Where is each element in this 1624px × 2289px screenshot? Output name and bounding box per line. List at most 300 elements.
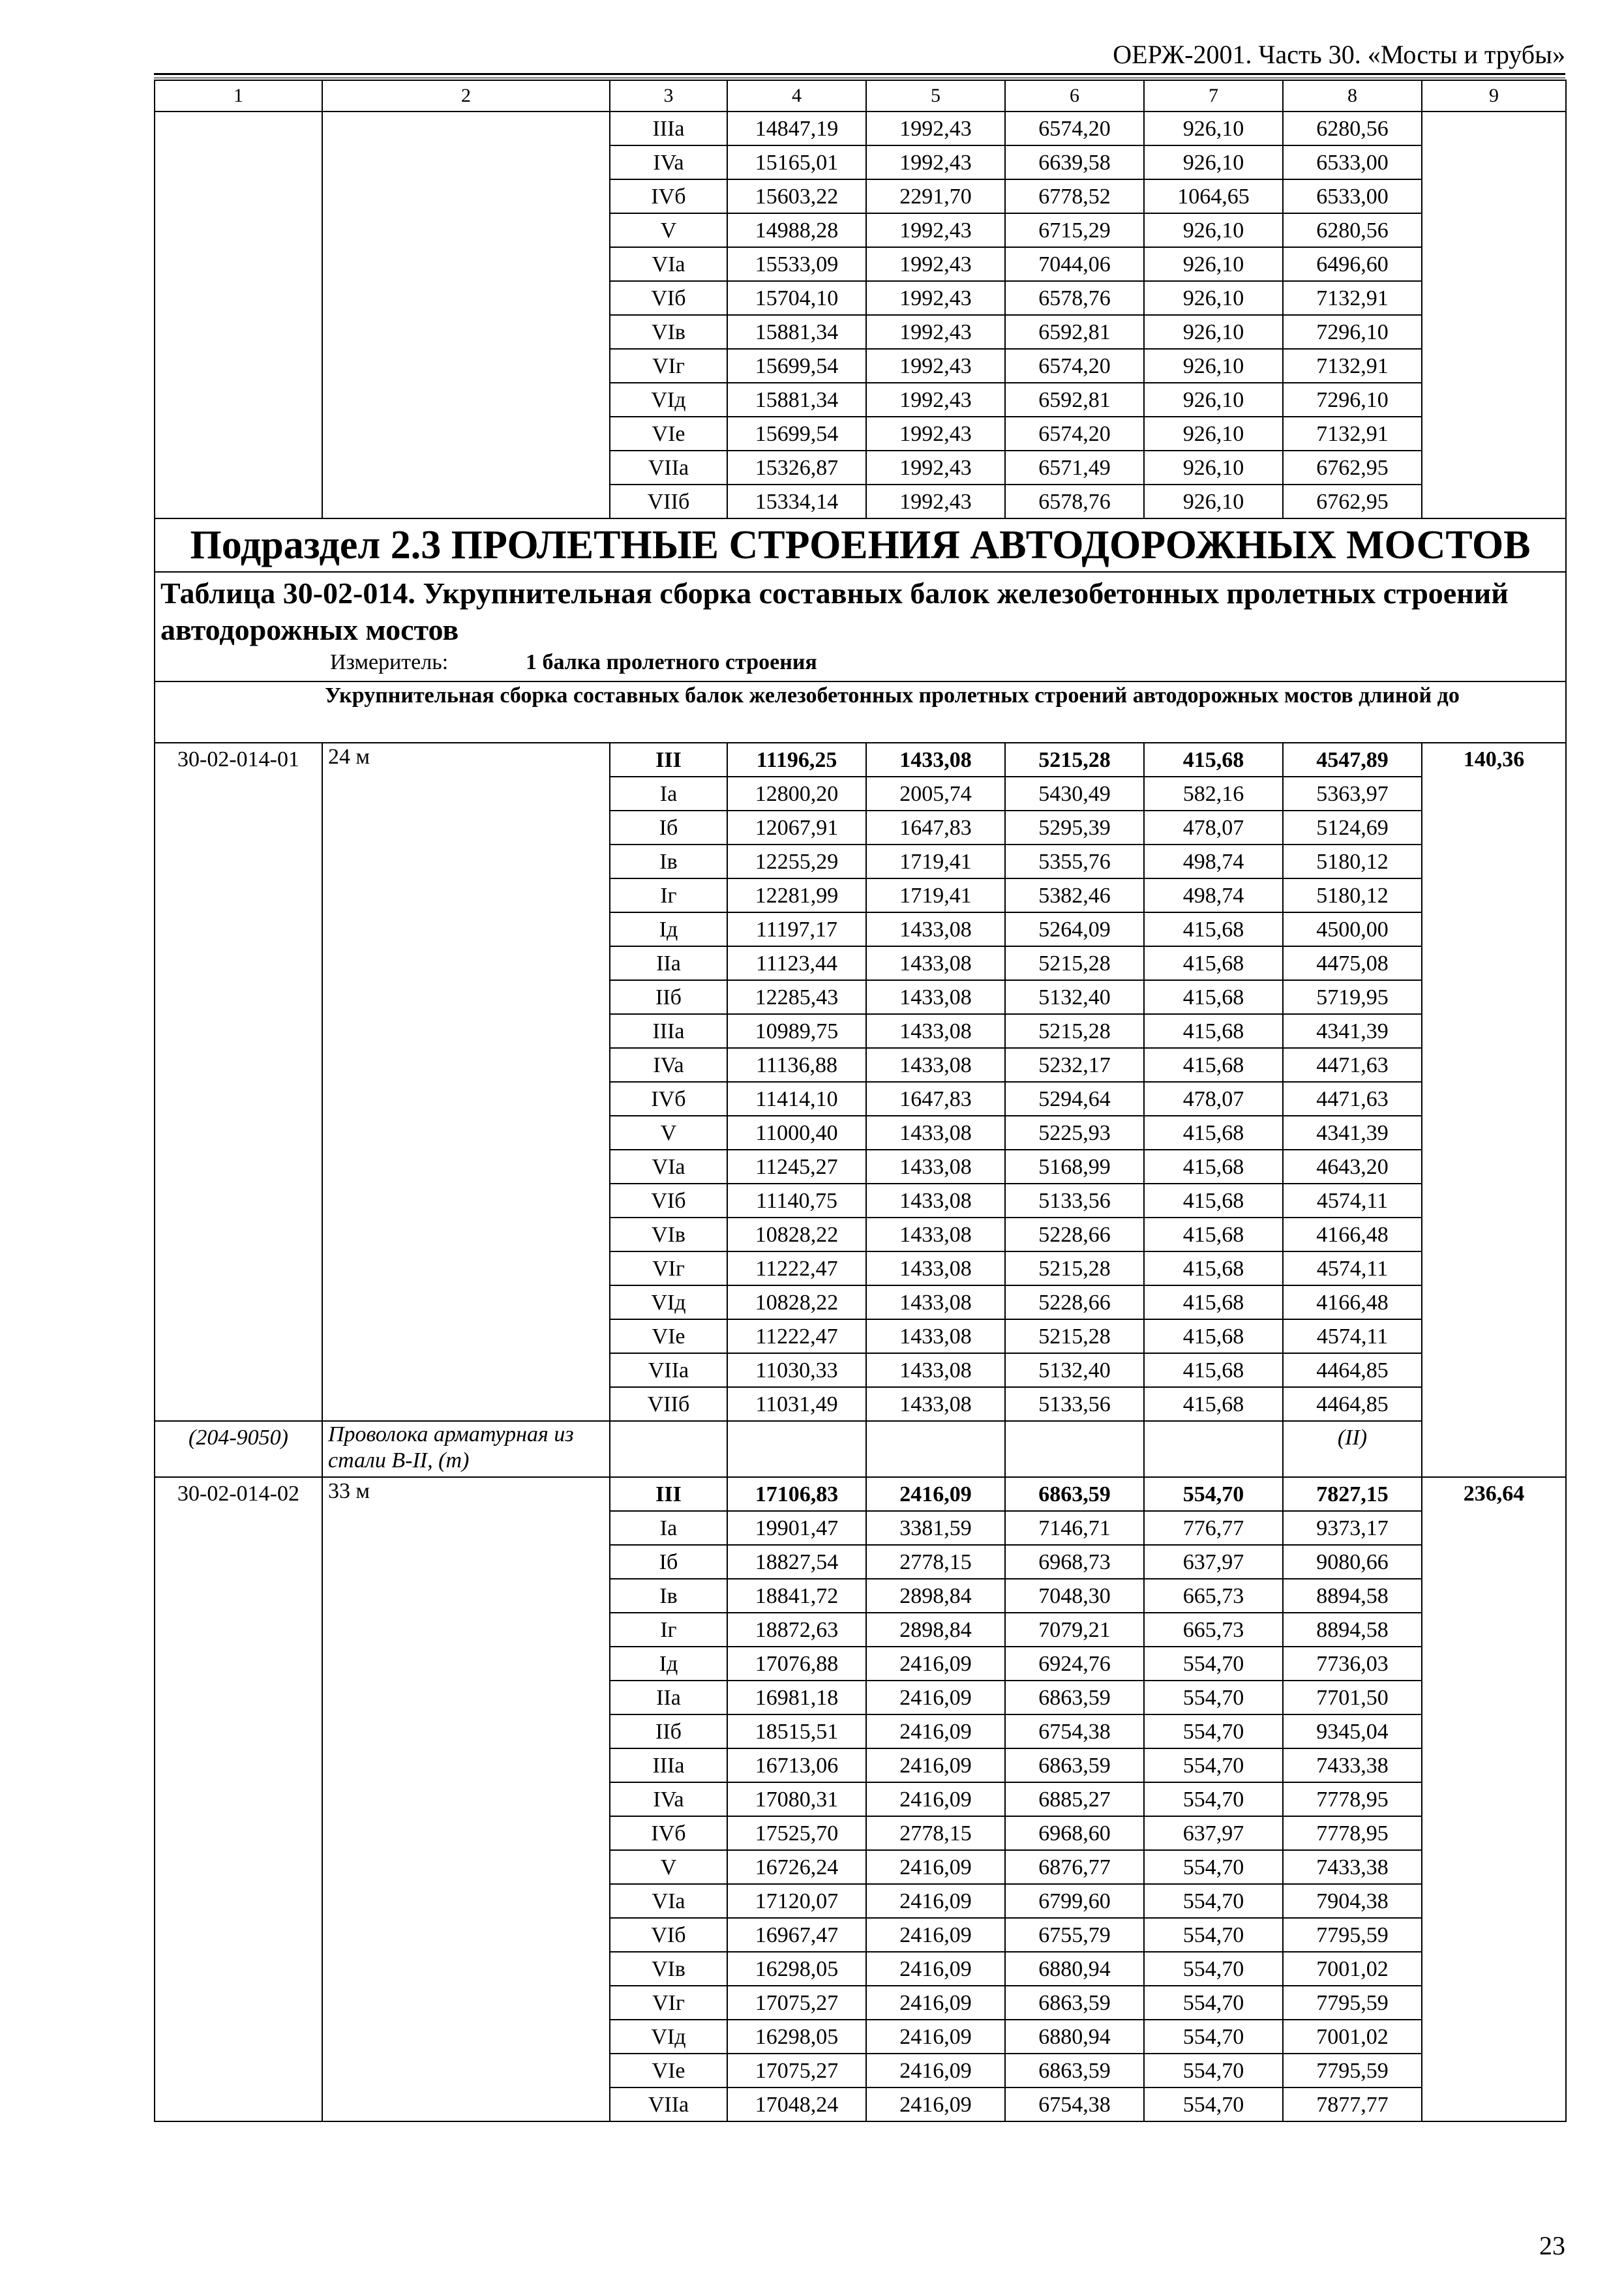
value-cell-c7: 415,68 xyxy=(1144,912,1283,946)
value-cell-c4: 15533,09 xyxy=(727,247,866,281)
value-cell-c8: 4166,48 xyxy=(1283,1285,1422,1319)
column-number: 4 xyxy=(727,80,866,112)
table-title-row xyxy=(155,572,1566,681)
zone-cell: Ia xyxy=(610,1511,727,1545)
zone-cell: Iв xyxy=(610,845,727,878)
column-number: 5 xyxy=(866,80,1005,112)
value-cell-c7: 498,74 xyxy=(1144,878,1283,912)
value-cell-c7: 926,10 xyxy=(1144,485,1283,518)
value-cell-c4: 15699,54 xyxy=(727,417,866,451)
value-cell-c4: 12067,91 xyxy=(727,811,866,845)
zone-cell: VIг xyxy=(610,349,727,383)
value-cell-c7: 665,73 xyxy=(1144,1613,1283,1647)
value-cell-c6: 5228,66 xyxy=(1005,1218,1144,1251)
column-number: 3 xyxy=(610,80,727,112)
value-cell-c6: 6715,29 xyxy=(1005,213,1144,247)
value-cell-c6: 6863,59 xyxy=(1005,2054,1144,2087)
value-cell-c4: 16967,47 xyxy=(727,1918,866,1952)
zone-cell: IVa xyxy=(610,1048,727,1082)
value-cell-c6: 6592,81 xyxy=(1005,383,1144,417)
value-cell-c5: 2416,09 xyxy=(866,1918,1005,1952)
value-cell-c4: 12281,99 xyxy=(727,878,866,912)
value-cell-c8: 4574,11 xyxy=(1283,1319,1422,1353)
zone-cell: V xyxy=(610,213,727,247)
value-cell-c6: 5215,28 xyxy=(1005,946,1144,980)
value-cell-c8: 7701,50 xyxy=(1283,1681,1422,1714)
value-cell-c8: 4547,89 xyxy=(1283,743,1422,777)
value-cell-c6: 6578,76 xyxy=(1005,281,1144,315)
zone-cell: Iг xyxy=(610,878,727,912)
value-cell-c4: 17080,31 xyxy=(727,1782,866,1816)
resource-row xyxy=(155,1421,1566,1477)
value-cell-c8: 9345,04 xyxy=(1283,1714,1422,1748)
value-cell-c4: 15881,34 xyxy=(727,383,866,417)
value-cell-c4: 15699,54 xyxy=(727,349,866,383)
column-number: 1 xyxy=(155,80,322,112)
value-cell-c4: 11031,49 xyxy=(727,1387,866,1421)
value-cell-c5: 1992,43 xyxy=(866,451,1005,485)
value-cell-c4: 16981,18 xyxy=(727,1681,866,1714)
value-cell-c5: 3381,59 xyxy=(866,1511,1005,1545)
value-cell-c7: 926,10 xyxy=(1144,112,1283,145)
value-cell-c6: 5215,28 xyxy=(1005,1014,1144,1048)
zone-cell: V xyxy=(610,1850,727,1884)
column-number: 2 xyxy=(322,80,610,112)
value-cell-c6: 5228,66 xyxy=(1005,1285,1144,1319)
zone-cell: VIIб xyxy=(610,1387,727,1421)
zone-cell: IIIa xyxy=(610,1748,727,1782)
value-cell-c6: 6754,38 xyxy=(1005,2087,1144,2121)
value-cell-c8: 4464,85 xyxy=(1283,1353,1422,1387)
value-cell-c5: 1433,08 xyxy=(866,1387,1005,1421)
value-cell-c7: 415,68 xyxy=(1144,1014,1283,1048)
resource-blank xyxy=(1144,1421,1283,1477)
value-cell-c7: 1064,65 xyxy=(1144,179,1283,213)
value-cell-c4: 11245,27 xyxy=(727,1150,866,1184)
zone-cell: VIIa xyxy=(610,2087,727,2121)
value-cell-c8: 6496,60 xyxy=(1283,247,1422,281)
value-cell-c6: 5132,40 xyxy=(1005,980,1144,1014)
resource-blank xyxy=(1005,1421,1144,1477)
zone-cell: Iд xyxy=(610,912,727,946)
zone-cell: IIб xyxy=(610,1714,727,1748)
column-number: 7 xyxy=(1144,80,1283,112)
value-cell-c8: 7795,59 xyxy=(1283,2054,1422,2087)
total-cell xyxy=(1422,112,1566,518)
value-cell-c7: 582,16 xyxy=(1144,777,1283,811)
value-cell-c4: 11222,47 xyxy=(727,1319,866,1353)
value-cell-c6: 6880,94 xyxy=(1005,2020,1144,2054)
header-rule xyxy=(154,73,1565,75)
value-cell-c6: 6578,76 xyxy=(1005,485,1144,518)
zone-cell: VIe xyxy=(610,1319,727,1353)
value-cell-c8: 5180,12 xyxy=(1283,845,1422,878)
value-cell-c7: 554,70 xyxy=(1144,1952,1283,1986)
value-cell-c8: 5180,12 xyxy=(1283,878,1422,912)
value-cell-c5: 1433,08 xyxy=(866,1319,1005,1353)
value-cell-c4: 12800,20 xyxy=(727,777,866,811)
value-cell-c7: 665,73 xyxy=(1144,1579,1283,1613)
zone-cell: VIв xyxy=(610,1218,727,1251)
entry-name: 33 м xyxy=(322,1477,610,2121)
value-cell-c6: 6968,73 xyxy=(1005,1545,1144,1579)
value-cell-c6: 6639,58 xyxy=(1005,145,1144,179)
value-cell-c6: 5168,99 xyxy=(1005,1150,1144,1184)
value-cell-c6: 5295,39 xyxy=(1005,811,1144,845)
resource-zone-blank xyxy=(610,1421,727,1477)
value-cell-c4: 10828,22 xyxy=(727,1218,866,1251)
value-cell-c5: 2898,84 xyxy=(866,1579,1005,1613)
value-cell-c5: 2416,09 xyxy=(866,2020,1005,2054)
zone-cell: VIд xyxy=(610,1285,727,1319)
value-cell-c5: 1719,41 xyxy=(866,878,1005,912)
value-cell-c7: 498,74 xyxy=(1144,845,1283,878)
value-cell-c6: 6574,20 xyxy=(1005,349,1144,383)
table-title: Таблица 30-02-014. Укрупнительная сборка составных балок железобетонных пролетных строений автодорожных мостов xyxy=(160,576,1509,646)
value-cell-c8: 4341,39 xyxy=(1283,1116,1422,1150)
entry-total: 236,64 xyxy=(1422,1477,1566,2121)
value-cell-c4: 16726,24 xyxy=(727,1850,866,1884)
value-cell-c5: 2416,09 xyxy=(866,1884,1005,1918)
value-cell-c6: 5215,28 xyxy=(1005,1251,1144,1285)
value-cell-c4: 18515,51 xyxy=(727,1714,866,1748)
value-cell-c6: 5132,40 xyxy=(1005,1353,1144,1387)
resource-blank xyxy=(727,1421,866,1477)
value-cell-c5: 2291,70 xyxy=(866,179,1005,213)
value-cell-c7: 554,70 xyxy=(1144,2054,1283,2087)
value-cell-c5: 1433,08 xyxy=(866,1184,1005,1218)
value-cell-c5: 1433,08 xyxy=(866,946,1005,980)
value-cell-c4: 11136,88 xyxy=(727,1048,866,1082)
value-cell-c6: 5232,17 xyxy=(1005,1048,1144,1082)
value-cell-c4: 17048,24 xyxy=(727,2087,866,2121)
value-cell-c7: 776,77 xyxy=(1144,1511,1283,1545)
value-cell-c4: 19901,47 xyxy=(727,1511,866,1545)
page-header: ОЕРЖ-2001. Часть 30. «Мосты и трубы» xyxy=(1113,40,1565,69)
value-cell-c6: 6885,27 xyxy=(1005,1782,1144,1816)
value-cell-c8: 7795,59 xyxy=(1283,1918,1422,1952)
zone-cell: IIIa xyxy=(610,112,727,145)
zone-cell: IVб xyxy=(610,1082,727,1116)
value-cell-c5: 1647,83 xyxy=(866,811,1005,845)
value-cell-c5: 1992,43 xyxy=(866,112,1005,145)
value-cell-c6: 6778,52 xyxy=(1005,179,1144,213)
zone-cell: Iб xyxy=(610,1545,727,1579)
value-cell-c5: 2416,09 xyxy=(866,1850,1005,1884)
value-cell-c6: 6863,59 xyxy=(1005,1748,1144,1782)
value-cell-c8: 7778,95 xyxy=(1283,1816,1422,1850)
value-cell-c8: 5719,95 xyxy=(1283,980,1422,1014)
value-cell-c8: 5124,69 xyxy=(1283,811,1422,845)
value-cell-c8: 6533,00 xyxy=(1283,145,1422,179)
zone-cell: IIa xyxy=(610,946,727,980)
value-cell-c6: 7079,21 xyxy=(1005,1613,1144,1647)
value-cell-c7: 415,68 xyxy=(1144,1150,1283,1184)
value-cell-c4: 11000,40 xyxy=(727,1116,866,1150)
column-number: 9 xyxy=(1422,80,1566,112)
value-cell-c8: 7827,15 xyxy=(1283,1477,1422,1511)
value-cell-c4: 15603,22 xyxy=(727,179,866,213)
value-cell-c7: 415,68 xyxy=(1144,1353,1283,1387)
value-cell-c8: 4471,63 xyxy=(1283,1082,1422,1116)
value-cell-c5: 1433,08 xyxy=(866,980,1005,1014)
value-cell-c4: 15334,14 xyxy=(727,485,866,518)
value-cell-c7: 415,68 xyxy=(1144,1184,1283,1218)
value-cell-c7: 554,70 xyxy=(1144,1782,1283,1816)
value-cell-c5: 1992,43 xyxy=(866,383,1005,417)
value-cell-c7: 415,68 xyxy=(1144,1116,1283,1150)
zone-cell: VIe xyxy=(610,417,727,451)
zone-cell: VIг xyxy=(610,1986,727,2020)
value-cell-c7: 554,70 xyxy=(1144,1681,1283,1714)
value-cell-c8: 5363,97 xyxy=(1283,777,1422,811)
value-cell-c5: 2416,09 xyxy=(866,1782,1005,1816)
value-cell-c4: 17120,07 xyxy=(727,1884,866,1918)
value-cell-c8: 7001,02 xyxy=(1283,1952,1422,1986)
value-cell-c6: 7146,71 xyxy=(1005,1511,1144,1545)
value-cell-c7: 478,07 xyxy=(1144,811,1283,845)
value-cell-c6: 6876,77 xyxy=(1005,1850,1144,1884)
value-cell-c8: 7132,91 xyxy=(1283,281,1422,315)
value-cell-c7: 415,68 xyxy=(1144,946,1283,980)
zone-cell: IVa xyxy=(610,1782,727,1816)
value-cell-c5: 1992,43 xyxy=(866,145,1005,179)
value-cell-c8: 7904,38 xyxy=(1283,1884,1422,1918)
description-cell: Укрупнительная сборка составных балок железобетонных пролетных строений автодорожных мостов длиной до xyxy=(155,681,1566,743)
value-cell-c8: 7877,77 xyxy=(1283,2087,1422,2121)
subsection-row xyxy=(155,518,1566,572)
resource-unit: (II) xyxy=(1283,1421,1422,1477)
value-cell-c5: 1433,08 xyxy=(866,1353,1005,1387)
value-cell-c8: 8894,58 xyxy=(1283,1579,1422,1613)
value-cell-c5: 1992,43 xyxy=(866,417,1005,451)
value-cell-c8: 7001,02 xyxy=(1283,2020,1422,2054)
rates-table xyxy=(154,80,1567,2122)
entry-code: 30-02-014-01 xyxy=(155,743,322,1421)
value-cell-c7: 415,68 xyxy=(1144,1218,1283,1251)
column-number: 6 xyxy=(1005,80,1144,112)
value-cell-c5: 1433,08 xyxy=(866,743,1005,777)
value-cell-c8: 7433,38 xyxy=(1283,1748,1422,1782)
zone-cell: VIб xyxy=(610,1184,727,1218)
value-cell-c4: 14847,19 xyxy=(727,112,866,145)
value-cell-c7: 926,10 xyxy=(1144,315,1283,349)
value-cell-c5: 1719,41 xyxy=(866,845,1005,878)
zone-cell: IIб xyxy=(610,980,727,1014)
value-cell-c7: 926,10 xyxy=(1144,145,1283,179)
value-cell-c4: 18841,72 xyxy=(727,1579,866,1613)
value-cell-c7: 554,70 xyxy=(1144,1714,1283,1748)
value-cell-c5: 2416,09 xyxy=(866,1681,1005,1714)
zone-cell: IIa xyxy=(610,1681,727,1714)
value-cell-c5: 2005,74 xyxy=(866,777,1005,811)
value-cell-c4: 11030,33 xyxy=(727,1353,866,1387)
value-cell-c4: 11414,10 xyxy=(727,1082,866,1116)
value-cell-c8: 6762,95 xyxy=(1283,451,1422,485)
value-cell-c5: 2416,09 xyxy=(866,1714,1005,1748)
zone-cell: VIб xyxy=(610,1918,727,1952)
value-cell-c7: 926,10 xyxy=(1144,247,1283,281)
entry-bold-row xyxy=(155,1477,1566,1511)
value-cell-c7: 554,70 xyxy=(1144,1918,1283,1952)
subsection-title: Подраздел 2.3 ПРОЛЕТНЫЕ СТРОЕНИЯ АВТОДОРОЖНЫХ МОСТОВ xyxy=(155,518,1566,572)
value-cell-c5: 2898,84 xyxy=(866,1613,1005,1647)
column-number: 8 xyxy=(1283,80,1422,112)
zone-cell: VIIб xyxy=(610,485,727,518)
value-cell-c6: 6799,60 xyxy=(1005,1884,1144,1918)
zone-cell: V xyxy=(610,1116,727,1150)
value-cell-c4: 18872,63 xyxy=(727,1613,866,1647)
value-cell-c4: 16298,05 xyxy=(727,1952,866,1986)
zone-cell: IIIa xyxy=(610,1014,727,1048)
zone-cell: VIд xyxy=(610,383,727,417)
zone-cell: III xyxy=(610,1477,727,1511)
value-cell-c8: 4643,20 xyxy=(1283,1150,1422,1184)
value-cell-c5: 1433,08 xyxy=(866,1014,1005,1048)
value-cell-c8: 4475,08 xyxy=(1283,946,1422,980)
value-cell-c8: 8894,58 xyxy=(1283,1613,1422,1647)
value-cell-c6: 6863,59 xyxy=(1005,1477,1144,1511)
value-cell-c4: 16713,06 xyxy=(727,1748,866,1782)
value-cell-c5: 2416,09 xyxy=(866,2087,1005,2121)
value-cell-c6: 7044,06 xyxy=(1005,247,1144,281)
value-cell-c5: 2416,09 xyxy=(866,2054,1005,2087)
value-cell-c6: 5225,93 xyxy=(1005,1116,1144,1150)
value-cell-c5: 1433,08 xyxy=(866,1116,1005,1150)
value-cell-c5: 1433,08 xyxy=(866,1285,1005,1319)
value-cell-c8: 4166,48 xyxy=(1283,1218,1422,1251)
zone-cell: Iв xyxy=(610,1579,727,1613)
zone-cell: VIe xyxy=(610,2054,727,2087)
value-cell-c4: 11123,44 xyxy=(727,946,866,980)
value-cell-c7: 415,68 xyxy=(1144,743,1283,777)
value-cell-c7: 554,70 xyxy=(1144,2087,1283,2121)
zone-cell: VIa xyxy=(610,1150,727,1184)
value-cell-c7: 554,70 xyxy=(1144,1477,1283,1511)
value-cell-c7: 926,10 xyxy=(1144,349,1283,383)
value-cell-c4: 12285,43 xyxy=(727,980,866,1014)
value-cell-c5: 1992,43 xyxy=(866,349,1005,383)
entry-name: 24 м xyxy=(322,743,610,1421)
value-cell-c6: 5215,28 xyxy=(1005,1319,1144,1353)
value-cell-c6: 6592,81 xyxy=(1005,315,1144,349)
value-cell-c8: 4341,39 xyxy=(1283,1014,1422,1048)
value-cell-c7: 415,68 xyxy=(1144,1251,1283,1285)
zone-cell: Iб xyxy=(610,811,727,845)
value-cell-c4: 11222,47 xyxy=(727,1251,866,1285)
value-cell-c4: 11197,17 xyxy=(727,912,866,946)
value-cell-c5: 2416,09 xyxy=(866,1986,1005,2020)
value-cell-c8: 9080,66 xyxy=(1283,1545,1422,1579)
value-cell-c4: 17106,83 xyxy=(727,1477,866,1511)
table-title-cell xyxy=(155,572,1566,681)
value-cell-c6: 5215,28 xyxy=(1005,743,1144,777)
value-cell-c8: 7296,10 xyxy=(1283,383,1422,417)
value-cell-c8: 6280,56 xyxy=(1283,213,1422,247)
value-cell-c6: 5382,46 xyxy=(1005,878,1144,912)
zone-cell: VIIa xyxy=(610,451,727,485)
value-cell-c5: 1992,43 xyxy=(866,315,1005,349)
value-cell-c8: 6280,56 xyxy=(1283,112,1422,145)
value-cell-c7: 415,68 xyxy=(1144,1319,1283,1353)
zone-cell: VIг xyxy=(610,1251,727,1285)
value-cell-c8: 4500,00 xyxy=(1283,912,1422,946)
value-cell-c7: 554,70 xyxy=(1144,1884,1283,1918)
value-cell-c5: 1992,43 xyxy=(866,485,1005,518)
zone-cell: VIв xyxy=(610,1952,727,1986)
value-cell-c8: 6762,95 xyxy=(1283,485,1422,518)
zone-cell: Iд xyxy=(610,1647,727,1681)
value-cell-c6: 6571,49 xyxy=(1005,451,1144,485)
value-cell-c7: 478,07 xyxy=(1144,1082,1283,1116)
value-cell-c7: 415,68 xyxy=(1144,980,1283,1014)
entry-total: 140,36 xyxy=(1422,743,1566,1477)
value-cell-c5: 1992,43 xyxy=(866,213,1005,247)
value-cell-c5: 2778,15 xyxy=(866,1816,1005,1850)
value-cell-c4: 16298,05 xyxy=(727,2020,866,2054)
zone-cell: VIIa xyxy=(610,1353,727,1387)
value-cell-c7: 554,70 xyxy=(1144,2020,1283,2054)
value-cell-c4: 10989,75 xyxy=(727,1014,866,1048)
value-cell-c4: 15326,87 xyxy=(727,451,866,485)
value-cell-c4: 17075,27 xyxy=(727,1986,866,2020)
value-cell-c8: 4471,63 xyxy=(1283,1048,1422,1082)
column-number-row xyxy=(155,80,1566,112)
zone-cell: VIв xyxy=(610,315,727,349)
value-cell-c4: 15704,10 xyxy=(727,281,866,315)
value-cell-c6: 6755,79 xyxy=(1005,1918,1144,1952)
code-cell xyxy=(155,112,322,518)
value-cell-c6: 6863,59 xyxy=(1005,1681,1144,1714)
value-cell-c7: 415,68 xyxy=(1144,1048,1283,1082)
resource-blank xyxy=(866,1421,1005,1477)
value-cell-c8: 7778,95 xyxy=(1283,1782,1422,1816)
value-cell-c6: 6863,59 xyxy=(1005,1986,1144,2020)
description-row xyxy=(155,681,1566,743)
name-cell xyxy=(322,112,610,518)
value-cell-c5: 1433,08 xyxy=(866,1048,1005,1082)
zone-cell: VIб xyxy=(610,281,727,315)
zone-cell: VIa xyxy=(610,247,727,281)
entry-bold-row xyxy=(155,743,1566,777)
value-cell-c6: 6574,20 xyxy=(1005,112,1144,145)
value-cell-c7: 554,70 xyxy=(1144,1748,1283,1782)
value-cell-c8: 4574,11 xyxy=(1283,1184,1422,1218)
value-cell-c5: 1433,08 xyxy=(866,1218,1005,1251)
value-cell-c7: 637,97 xyxy=(1144,1545,1283,1579)
zone-cell: IVб xyxy=(610,179,727,213)
value-cell-c5: 2416,09 xyxy=(866,1647,1005,1681)
value-cell-c8: 7795,59 xyxy=(1283,1986,1422,2020)
value-cell-c5: 2416,09 xyxy=(866,1748,1005,1782)
value-cell-c6: 6924,76 xyxy=(1005,1647,1144,1681)
zone-cell: VIa xyxy=(610,1884,727,1918)
value-cell-c4: 15881,34 xyxy=(727,315,866,349)
zone-cell: VIд xyxy=(610,2020,727,2054)
value-cell-c8: 7132,91 xyxy=(1283,349,1422,383)
value-cell-c7: 554,70 xyxy=(1144,1647,1283,1681)
value-cell-c5: 2416,09 xyxy=(866,1952,1005,1986)
value-cell-c8: 7132,91 xyxy=(1283,417,1422,451)
value-cell-c4: 17525,70 xyxy=(727,1816,866,1850)
value-cell-c7: 637,97 xyxy=(1144,1816,1283,1850)
value-cell-c8: 4464,85 xyxy=(1283,1387,1422,1421)
value-cell-c8: 6533,00 xyxy=(1283,179,1422,213)
zone-cell: Iг xyxy=(610,1613,727,1647)
entry-code: 30-02-014-02 xyxy=(155,1477,322,2121)
meter-label: Измеритель: xyxy=(330,650,449,674)
value-cell-c6: 5294,64 xyxy=(1005,1082,1144,1116)
